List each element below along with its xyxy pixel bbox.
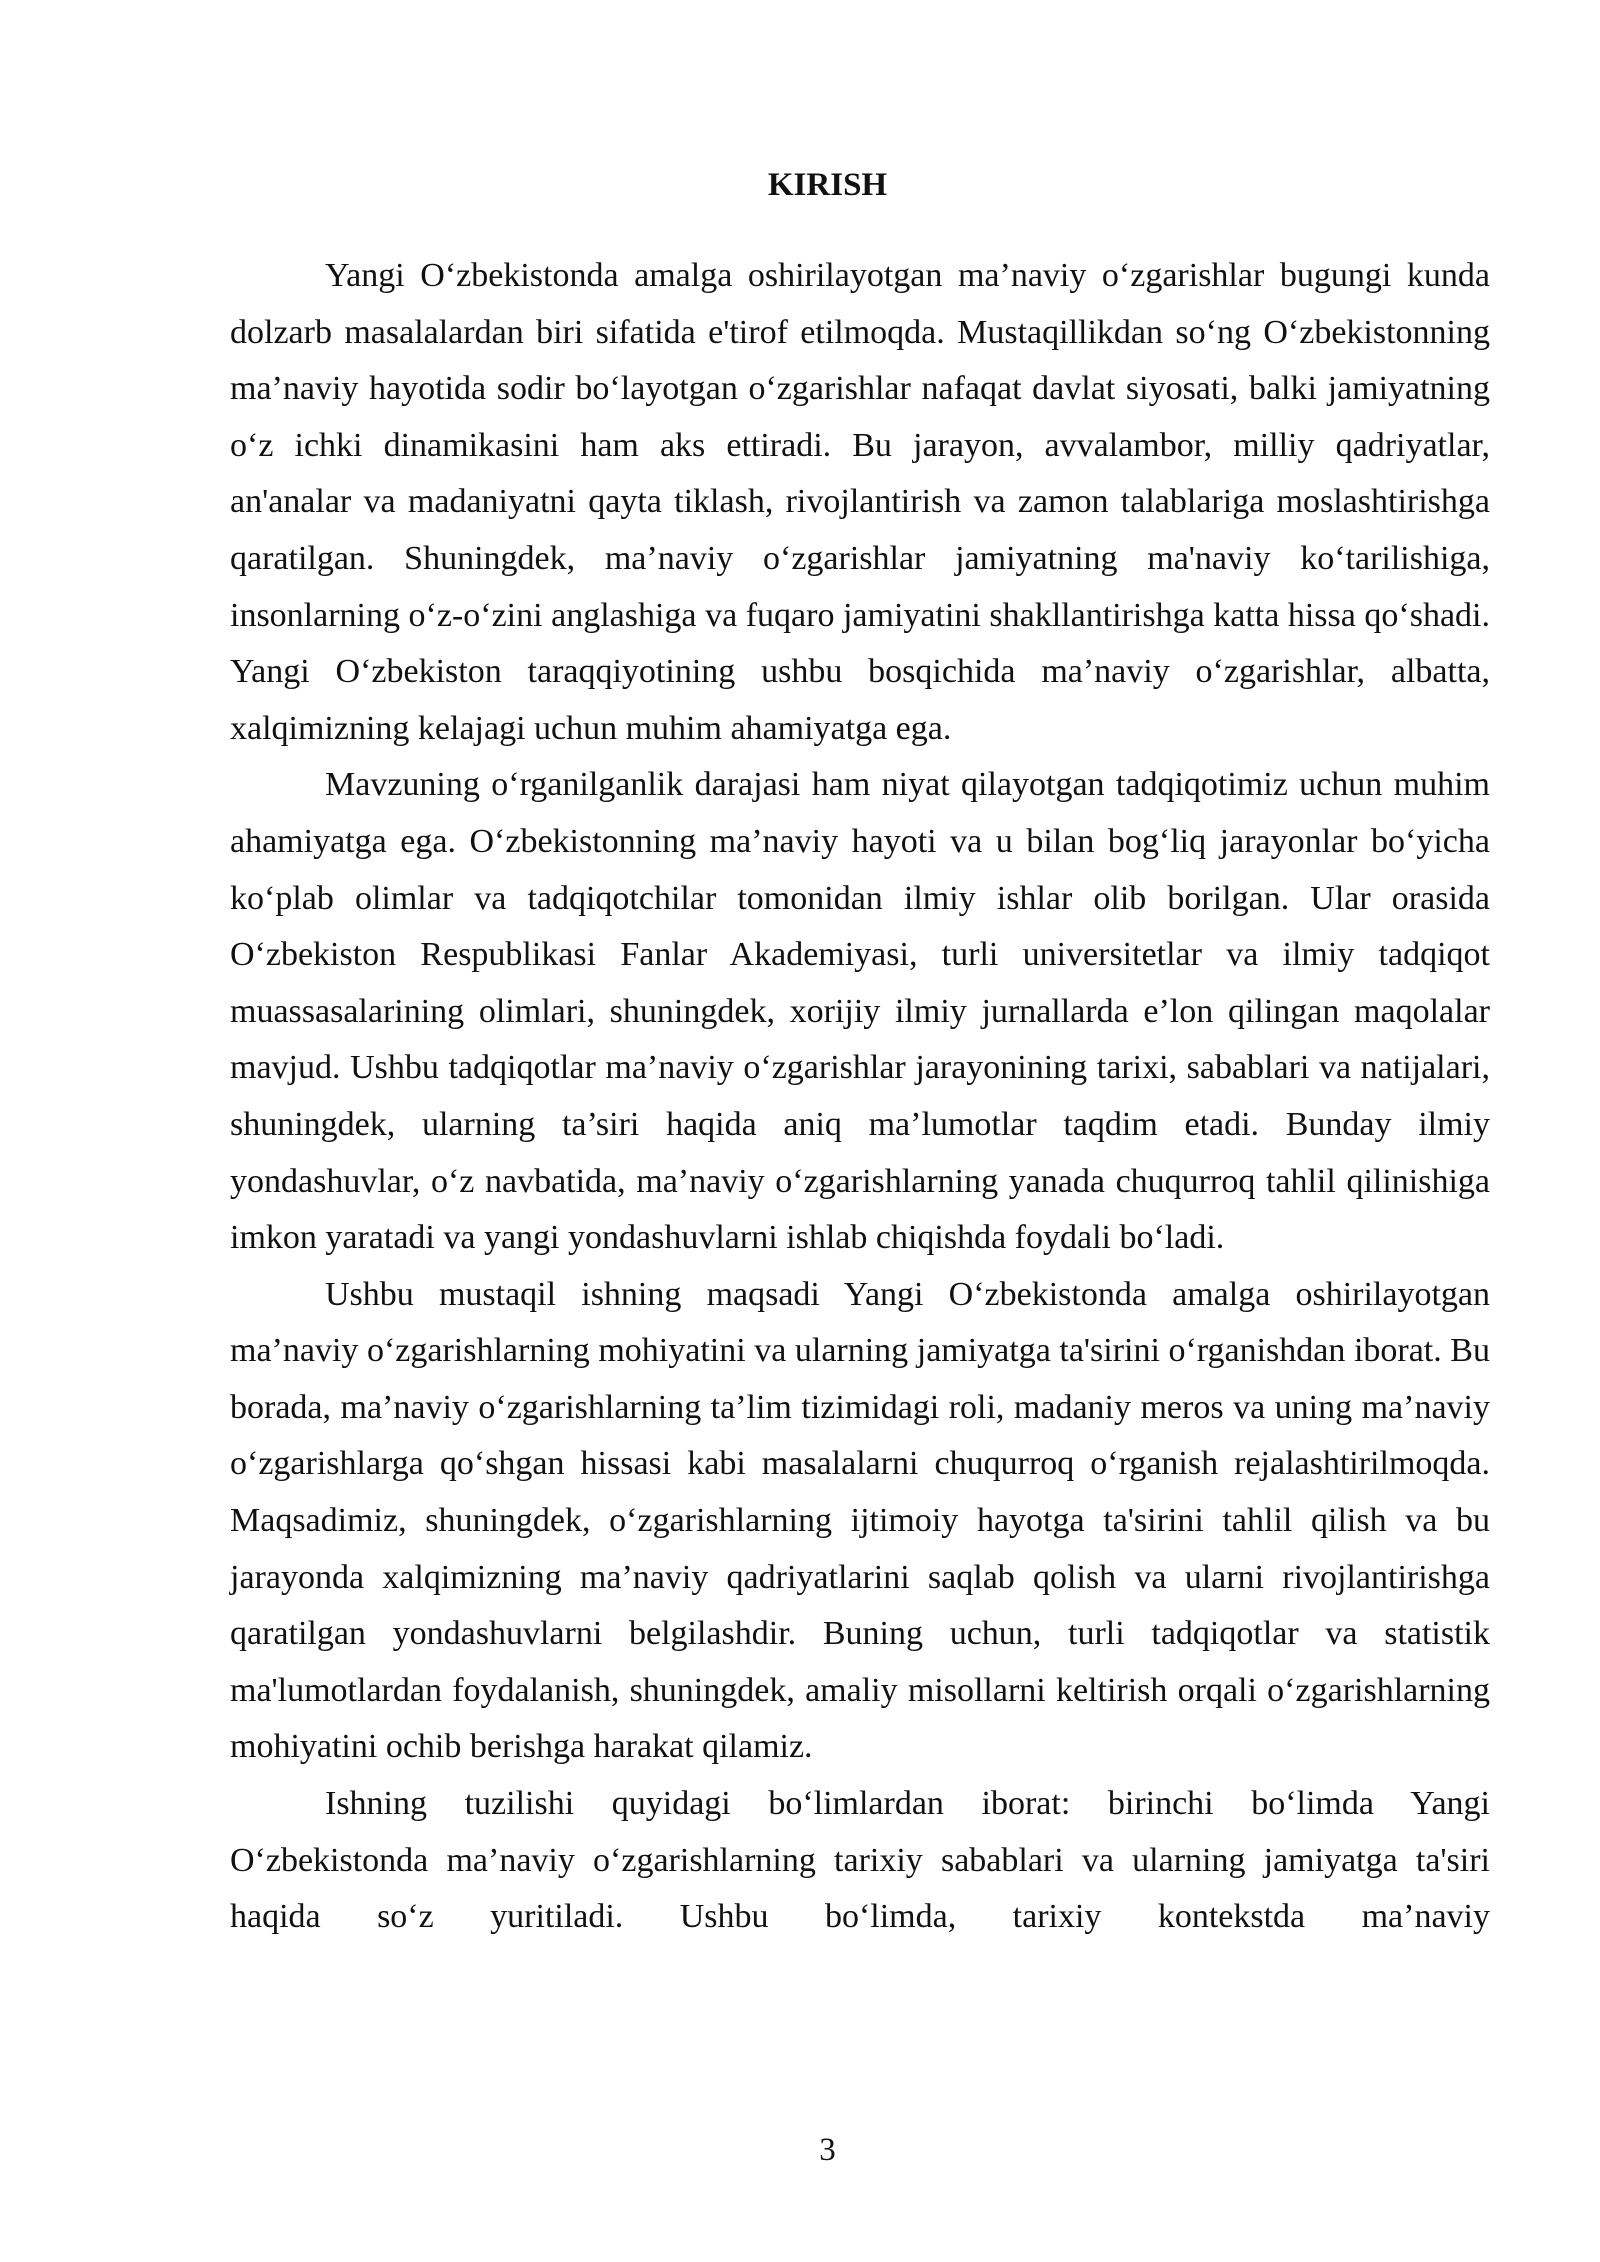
page-number: 3 <box>819 2132 836 2168</box>
paragraph-introduction: Yangi O‘zbekistonda amalga oshirilayotgan ma’naviy o‘zgarishlar bugungi kunda dolzarb masalalardan biri sifatida e'tirof etilmoqda. Mustaqillikdan so‘ng O‘zbekistonning ma’naviy hayotida sodir bo‘layotgan o‘zgarishlar nafaqat davlat siyosati, balki jamiyatning o‘z ichki dinamikasini ham aks ettiradi. Bu jarayon, avvalambor, milliy qadriyatlar, an'analar va madaniyatni qayta tiklash, rivojlantirish va zamon talablariga moslashtirishga qaratilgan. Shuningdek, ma’naviy o‘zgarishlar jamiyatning ma'naviy ko‘tarilishiga, insonlarning o‘z-o‘zini anglashiga va fuqaro jamiyatini shakllantirishga katta hissa qo‘shadi. Yangi O‘zbekiston taraqqiyotining ushbu bosqichida ma’naviy o‘zgarishlar, albatta, xalqimizning kelajagi uchun muhim ahamiyatga ega. <box>230 257 1490 747</box>
paragraph-purpose: Ushbu mustaqil ishning maqsadi Yangi O‘zbekistonda amalga oshirilayotgan ma’naviy o‘zgarishlarning mohiyatini va ularning jamiyatga ta'sirini o‘rganishdan iborat. Bu borada, ma’naviy o‘zgarishlarning ta’lim tizimidagi roli, madaniy meros va uning ma’naviy o‘zgarishlarga qo‘shgan hissasi kabi masalalarni chuqurroq o‘rganish rejalashtirilmoqda. Maqsadimiz, shuningdek, o‘zgarishlarning ijtimoiy hayotga ta'sirini tahlil qilish va bu jarayonda xalqimizning ma’naviy qadriyatlarini saqlab qolish va ularni rivojlantirishga qaratilgan yondashuvlarni belgilashdir. Buning uchun, turli tadqiqotlar va statistik ma'lumotlardan foydalanish, shuningdek, amaliy misollarni keltirish orqali o‘zgarishlarning mohiyatini ochib berishga harakat qilamiz. <box>230 1275 1490 1766</box>
document-body <box>230 248 1490 1946</box>
paragraph-study-level: Mavzuning o‘rganilganlik darajasi ham niyat qilayotgan tadqiqotimiz uchun muhim ahamiyatga ega. O‘zbekistonning ma’naviy hayoti va u bilan bog‘liq jarayonlar bo‘yicha ko‘plab olimlar va tadqiqotchilar tomonidan ilmiy ishlar olib borilgan. Ular orasida O‘zbekiston Respublikasi Fanlar Akademiyasi, turli universitetlar va ilmiy tadqiqot muassasalarining olimlari, shuningdek, xorijiy ilmiy jurnallarda e’lon qilingan maqolalar mavjud. Ushbu tadqiqotlar ma’naviy o‘zgarishlar jarayonining tarixi, sabablari va natijalari, shuningdek, ularning ta’siri haqida aniq ma’lumotlar taqdim etadi. Bunday ilmiy yondashuvlar, o‘z navbatida, ma’naviy o‘zgarishlarning yanada chuqurroq tahlil qilinishiga imkon yaratadi va yangi yondashuvlarni ishlab chiqishda foydali bo‘ladi. <box>230 766 1490 1257</box>
page-title: KIRISH <box>767 167 888 203</box>
paragraph-structure: Ishning tuzilishi quyidagi bo‘limlardan iborat: birinchi bo‘limda Yangi O‘zbekistonda ma’naviy o‘zgarishlarning tarixiy sabablari va ularning jamiyatga ta'siri haqida so‘z yuritiladi. Ushbu bo‘limda, tarixiy kontekstda ma’naviy <box>230 1785 1490 1936</box>
